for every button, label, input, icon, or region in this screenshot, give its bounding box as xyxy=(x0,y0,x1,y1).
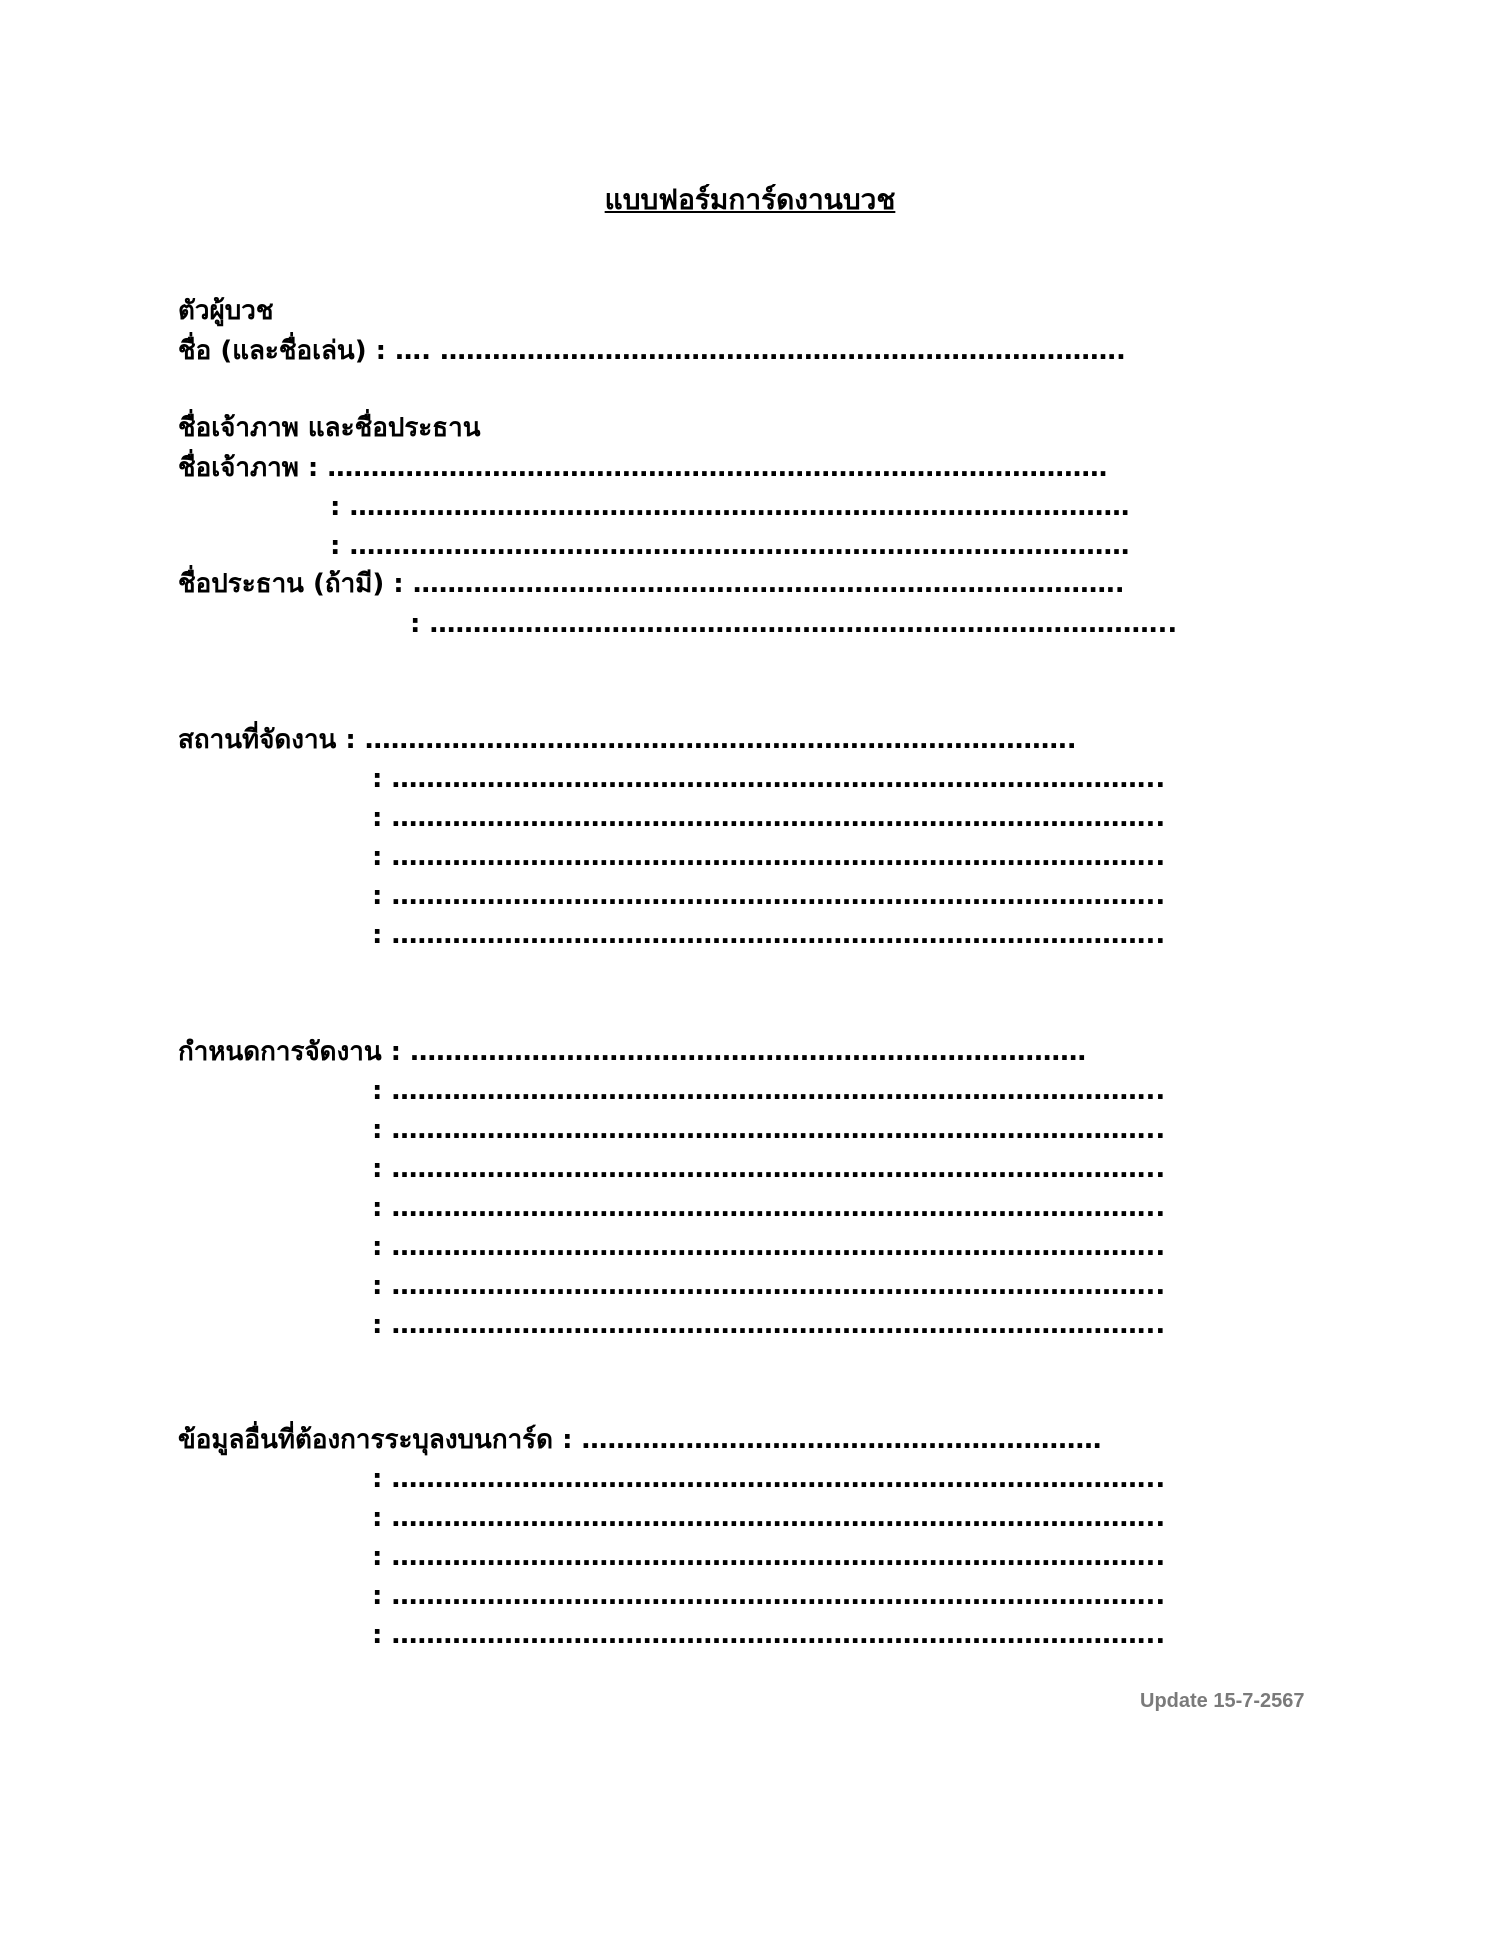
schedule-field[interactable]: : …………………………………………………………………………….. xyxy=(372,1310,1166,1340)
schedule-field[interactable]: : …………………………………………………………………………….. xyxy=(372,1271,1166,1301)
page-title: แบบฟอร์มการ์ดงานบวช xyxy=(604,183,896,216)
venue-field[interactable]: : …………………………………………………………………………….. xyxy=(372,842,1166,872)
ordinand-name-field[interactable]: ชื่อ (และชื่อเล่น) : …. ……………………………………………………………………. xyxy=(178,336,1126,366)
venue-field[interactable]: : …………………………………………………………………………….. xyxy=(372,881,1166,911)
other-info-field[interactable]: : …………………………………………………………………………….. xyxy=(372,1503,1166,1533)
venue-field[interactable]: : …………………………………………………………………………….. xyxy=(372,803,1166,833)
schedule-field[interactable]: : …………………………………………………………………………….. xyxy=(372,1076,1166,1106)
other-info-field[interactable]: : …………………………………………………………………………….. xyxy=(372,1542,1166,1572)
venue-field[interactable]: สถานที่จัดงาน : ………………………………………………………………………. xyxy=(178,725,1077,755)
other-info-field[interactable]: : …………………………………………………………………………….. xyxy=(372,1464,1166,1494)
hosts-heading: ชื่อเจ้าภาพ และชื่อประธาน xyxy=(178,413,481,443)
schedule-field[interactable]: : …………………………………………………………………………….. xyxy=(372,1193,1166,1223)
host-name-field[interactable]: ชื่อเจ้าภาพ : ……………………………………………………………………………… xyxy=(178,453,1108,483)
schedule-field[interactable]: : …………………………………………………………………………….. xyxy=(372,1115,1166,1145)
schedule-field[interactable]: : …………………………………………………………………………….. xyxy=(372,1232,1166,1262)
chair-name-field[interactable]: ชื่อประธาน (ถ้ามี) : ………………………………………………………………………. xyxy=(178,569,1125,599)
schedule-field[interactable]: : …………………………………………………………………………….. xyxy=(372,1154,1166,1184)
ordinand-heading: ตัวผู้บวช xyxy=(178,296,274,326)
host-name-field[interactable]: : ……………………………………………………………………………… xyxy=(330,492,1130,522)
other-info-field[interactable]: ข้อมูลอื่นที่ต้องการระบุลงบนการ์ด : …………………………………………………… xyxy=(178,1425,1102,1455)
update-date: Update 15-7-2567 xyxy=(1140,1690,1305,1712)
schedule-field[interactable]: กำหนดการจัดงาน : …………………………………………………………………… xyxy=(178,1037,1087,1067)
other-info-field[interactable]: : …………………………………………………………………………….. xyxy=(372,1581,1166,1611)
venue-field[interactable]: : …………………………………………………………………………….. xyxy=(372,764,1166,794)
other-info-field[interactable]: : …………………………………………………………………………….. xyxy=(372,1620,1166,1650)
host-name-field[interactable]: : ……………………………………………………………………………… xyxy=(330,531,1130,561)
venue-field[interactable]: : …………………………………………………………………………….. xyxy=(372,920,1166,950)
chair-name-field[interactable]: : ………………………………………………………………………….. xyxy=(410,609,1178,639)
